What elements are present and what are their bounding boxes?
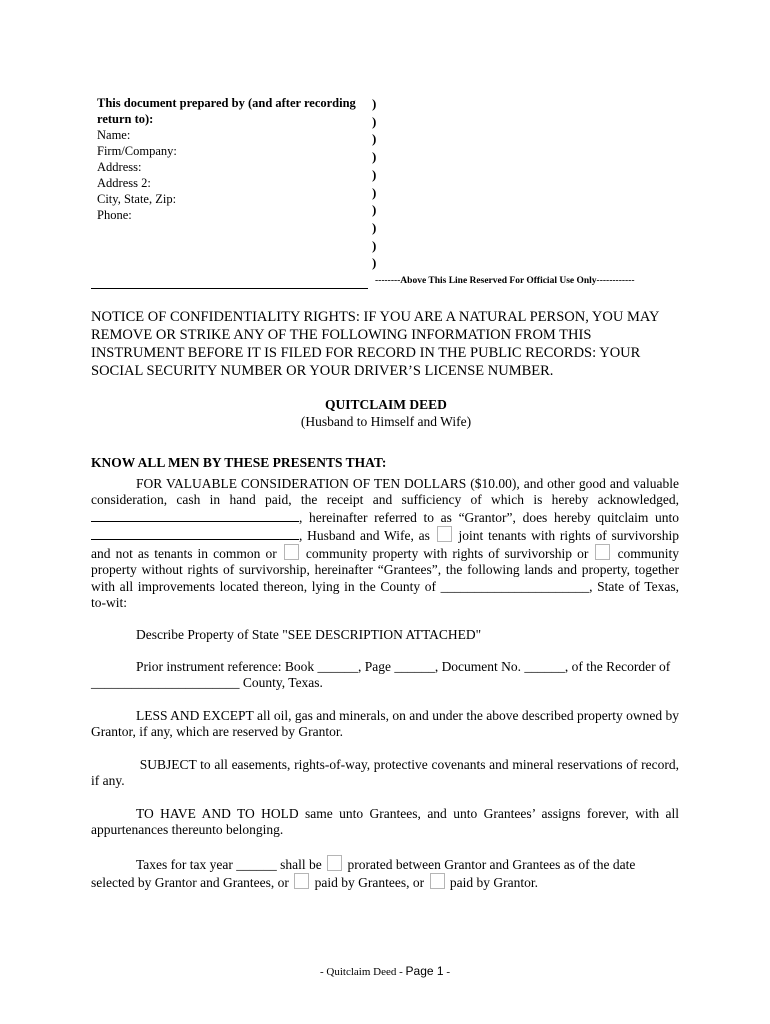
consideration-paragraph <box>91 476 679 611</box>
confidentiality-notice: NOTICE OF CONFIDENTIALITY RIGHTS: IF YOU ARE A NATURAL PERSON, YOU MAY REMOVE OR STRIKE ANY OF THE FOLLOWING INFORMATION FROM THIS INSTRUMENT BEFORE IT IS FILED FOR RECORD IN THE PUBLIC RECORDS: YOUR SOCIAL SECURITY NUMBER OR YOUR DRIVER’S LICENSE NUMBER. <box>91 309 659 379</box>
taxes-text-2: prorated between Grantor and Grantees as of the date selected by Grantor and Grantees, or <box>91 857 636 891</box>
paid-by-grantor-checkbox[interactable] <box>430 873 445 889</box>
paren: ) <box>372 131 377 147</box>
field-address: Address: <box>97 160 142 174</box>
consideration-text-6: community property without rights of survivorship, hereinafter “Grantees”, the following lands and property, together with all improvements located thereon, lying in the County of <box>91 546 680 594</box>
consideration-text-3: , Husband and Wife, as <box>299 527 430 543</box>
footer-prefix: - Quitclaim Deed - <box>320 966 406 978</box>
footer-suffix: - <box>443 966 450 978</box>
footer-page-number: Page 1 <box>405 964 444 978</box>
describe-property: Describe Property of State "SEE DESCRIPTION ATTACHED" <box>136 627 482 642</box>
prior-line-2: ______________________ County, Texas. <box>91 675 323 691</box>
taxes-text-4: paid by Grantor. <box>449 875 538 891</box>
paren: ) <box>372 149 377 165</box>
document-subtitle: (Husband to Himself and Wife) <box>300 414 472 429</box>
preparer-underline <box>91 288 368 289</box>
subject-paragraph: SUBJECT to all easements, rights-of-way, protective covenants and mineral reservations of record, if any. <box>91 757 683 789</box>
field-city-state-zip: City, State, Zip: <box>97 192 177 206</box>
consideration-text-1: FOR VALUABLE CONSIDERATION OF TEN DOLLARS ($10.00), and other good and valuable consideration, cash in hand paid, the receipt and sufficiency of which is hereby acknowledged, <box>91 476 679 508</box>
document-title: QUITCLAIM DEED <box>325 397 447 412</box>
page-footer <box>0 964 770 978</box>
preparer-heading-2: return to): <box>97 112 154 126</box>
paren: ) <box>372 255 377 271</box>
grantee-names-blank[interactable] <box>91 527 299 540</box>
prior-line-1: Prior instrument reference: Book ______, Page ______, Document No. ______, of the Recorder of <box>136 659 671 674</box>
taxes-text-3: paid by Grantees, or <box>314 875 425 891</box>
field-name: Name: <box>97 128 131 142</box>
field-phone: Phone: <box>97 208 132 222</box>
consideration-text-5: community property with rights of survivorship or <box>305 546 589 562</box>
field-address-2: Address 2: <box>97 176 151 190</box>
paren: ) <box>372 202 377 218</box>
paren: ) <box>372 113 377 129</box>
grantor-name-blank[interactable] <box>91 509 299 522</box>
taxes-text-1: Taxes for tax year ______ shall be <box>136 857 322 872</box>
habendum-paragraph: TO HAVE AND TO HOLD same unto Grantees, and unto Grantees’ assigns forever, with all appurtenances thereunto belonging. <box>91 806 679 838</box>
consideration-text-4: joint tenants with rights of survivorship and not as tenants in common or <box>91 527 680 562</box>
reserved-line: --------Above This Line Reserved For Official Use Only------------ <box>375 276 635 286</box>
preparer-heading-1: This document prepared by (and after recording <box>97 96 356 110</box>
paid-by-grantees-checkbox[interactable] <box>294 873 309 889</box>
paren: ) <box>372 166 377 182</box>
less-except-paragraph: LESS AND EXCEPT all oil, gas and minerals, on and under the above described property owned by Grantor, if any, which are reserved by Grantor. <box>91 708 679 740</box>
joint-tenants-checkbox[interactable] <box>437 526 452 542</box>
community-without-survivorship-checkbox[interactable] <box>595 544 610 560</box>
paren: ) <box>372 237 377 253</box>
know-all-heading: KNOW ALL MEN BY THESE PRESENTS THAT: <box>91 455 387 470</box>
prior-instrument-paragraph <box>91 659 679 692</box>
consideration-text-7: , State of Texas, to-wit: <box>91 578 680 611</box>
paren-column <box>372 95 384 272</box>
paren: ) <box>372 219 377 235</box>
county-blank[interactable]: ______________________ <box>440 578 590 594</box>
prorated-checkbox[interactable] <box>327 855 342 871</box>
paren: ) <box>372 184 377 200</box>
consideration-text-2: , hereinafter referred to as “Grantor”, does hereby quitclaim unto <box>299 509 679 525</box>
taxes-paragraph <box>91 855 679 892</box>
preparer-block <box>97 95 372 223</box>
paren: ) <box>372 96 377 111</box>
community-with-survivorship-checkbox[interactable] <box>284 544 299 560</box>
field-firm: Firm/Company: <box>97 144 177 158</box>
